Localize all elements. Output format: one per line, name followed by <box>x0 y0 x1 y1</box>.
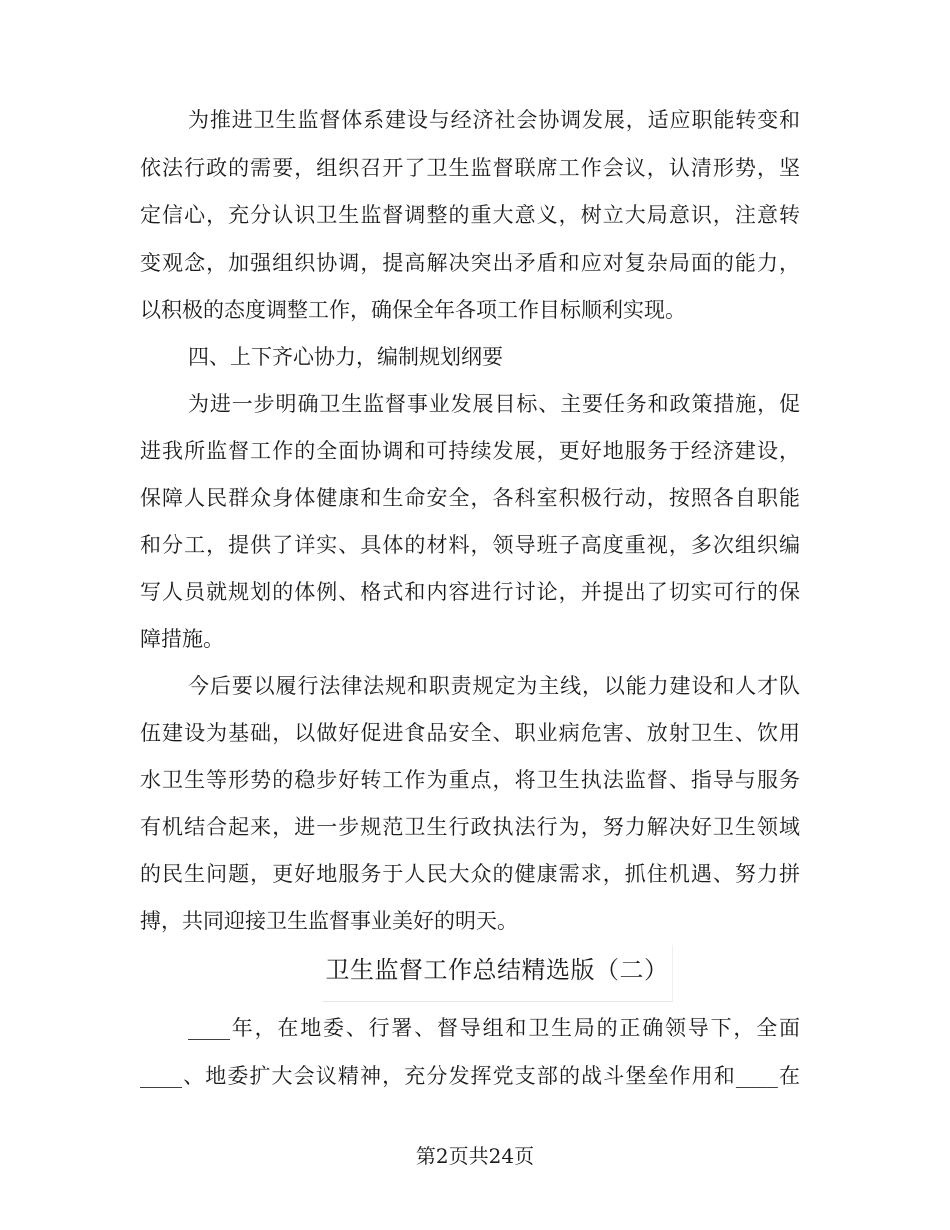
paragraph-1-line-4: 变观念，加强组织协调，提高解决突出矛盾和应对复杂局面的能力， <box>140 251 800 275</box>
paragraph-2-line-5: 写人员就规划的体例、格式和内容进行讨论，并提出了切实可行的保 <box>140 580 800 604</box>
paragraph-1-line-1: 为推进卫生监督体系建设与经济社会协调发展，适应职能转变和 <box>188 108 800 132</box>
section-heading-4: 四、上下齐心协力，编制规划纲要 <box>188 345 503 369</box>
paragraph-2-line-4: 和分工，提供了详实、具体的材料，领导班子高度重视，多次组织编 <box>140 533 800 557</box>
paragraph-1-line-2: 依法行政的需要，组织召开了卫生监督联席工作会议，认清形势，坚 <box>140 156 800 180</box>
paragraph-1-line-3: 定信心，充分认识卫生监督调整的重大意义，树立大局意识，注意转 <box>140 203 800 227</box>
paragraph-3-line-6: 搏，共同迎接卫生监督事业美好的明天。 <box>140 909 518 933</box>
paragraph-3-line-2: 伍建设为基础，以做好促进食品安全、职业病危害、放射卫生、饮用 <box>140 721 800 745</box>
paragraph-4-line-2: ____、地委扩大会议精神，充分发挥党支部的战斗堡垒作用和____在 <box>140 1064 800 1088</box>
section-title: 卫生监督工作总结精选版（二） <box>322 945 673 1002</box>
paragraph-1-line-5: 以积极的态度调整工作，确保全年各项工作目标顺利实现。 <box>140 298 686 322</box>
paragraph-3-line-5: 的民生问题，更好地服务于人民大众的健康需求，抓住机遇、努力拼 <box>140 862 800 886</box>
paragraph-2-line-6: 障措施。 <box>140 627 224 651</box>
paragraph-2-line-1: 为进一步明确卫生监督事业发展目标、主要任务和政策措施，促 <box>188 392 800 416</box>
paragraph-3-line-4: 有机结合起来，进一步规范卫生行政执法行为，努力解决好卫生领域 <box>140 815 800 839</box>
paragraph-3-line-1: 今后要以履行法律法规和职责规定为主线，以能力建设和人才队 <box>188 674 800 698</box>
page-number: 第2页共24页 <box>415 1144 535 1168</box>
paragraph-2-line-2: 进我所监督工作的全面协调和可持续发展，更好地服务于经济建设， <box>140 439 800 463</box>
paragraph-3-line-3: 水卫生等形势的稳步好转工作为重点，将卫生执法监督、指导与服务 <box>140 768 800 792</box>
paragraph-2-line-3: 保障人民群众身体健康和生命安全，各科室积极行动，按照各自职能 <box>140 486 800 510</box>
paragraph-4-line-1: ____年，在地委、行署、督导组和卫生局的正确领导下，全面 <box>188 1016 800 1040</box>
